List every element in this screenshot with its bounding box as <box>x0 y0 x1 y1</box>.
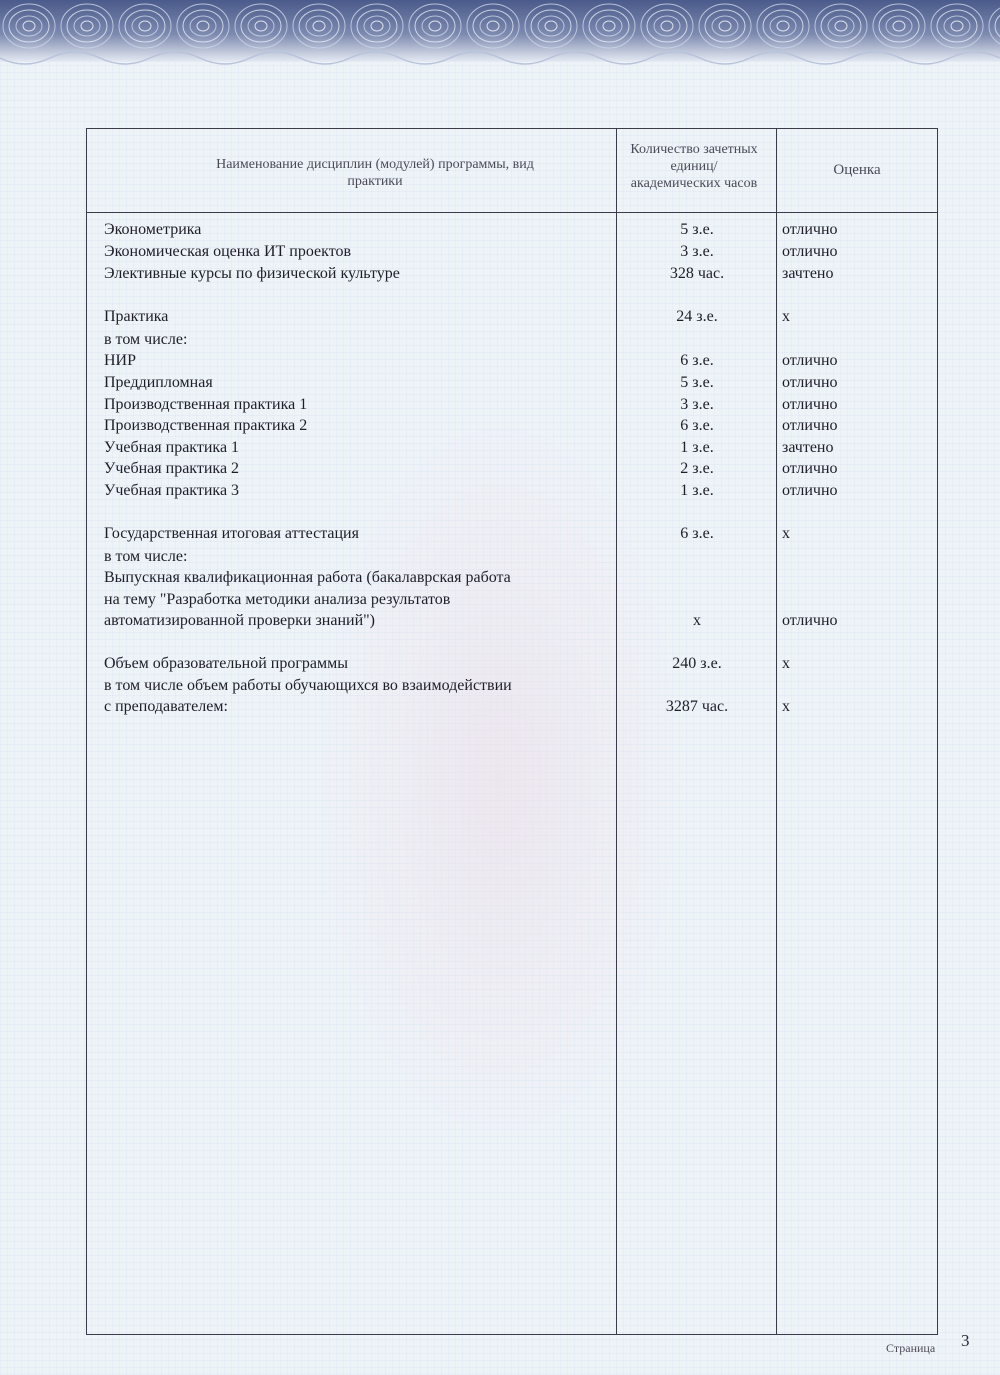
table-row <box>0 329 1000 351</box>
grade-value: зачтено <box>782 439 834 456</box>
credit-units: 240 з.е. <box>672 655 722 672</box>
credit-units: 6 з.е. <box>680 525 714 542</box>
grade-value: отлично <box>782 221 838 238</box>
discipline-name: Учебная практика 3 <box>104 482 240 499</box>
table-row <box>0 546 1000 568</box>
credit-units: 1 з.е. <box>680 439 714 456</box>
header-discipline-name: Наименование дисциплин (модулей) программы, вид практики <box>216 157 534 189</box>
discipline-name: Экономическая оценка ИТ проектов <box>104 243 352 260</box>
table-row <box>0 589 1000 611</box>
header-credit-units: Количество зачетных единиц/ академических часов <box>630 142 758 191</box>
table-row <box>0 675 1000 697</box>
credit-units: 6 з.е. <box>680 417 714 434</box>
table-row <box>0 263 1000 285</box>
table-row <box>0 610 1000 632</box>
table-row <box>0 306 1000 328</box>
grade-value: x <box>782 655 790 672</box>
discipline-name: Элективные курсы по физической культуре <box>104 265 400 282</box>
discipline-name: Выпускная квалификационная работа (бакалаврская работа <box>104 569 511 586</box>
credit-units: 24 з.е. <box>676 308 718 325</box>
discipline-name: автоматизированной проверки знаний") <box>104 612 375 629</box>
credit-units: 3 з.е. <box>680 396 714 413</box>
table-row <box>0 696 1000 718</box>
table-row <box>0 523 1000 545</box>
grade-value: отлично <box>782 417 838 434</box>
discipline-name: с преподавателем: <box>104 698 228 715</box>
grade-value: отлично <box>782 396 838 413</box>
table-row <box>0 653 1000 675</box>
grade-value: x <box>782 525 790 542</box>
credit-units: x <box>693 612 701 629</box>
table-row <box>0 350 1000 372</box>
discipline-name: Учебная практика 2 <box>104 460 240 477</box>
guilloche-border <box>0 0 1000 80</box>
grade-value: отлично <box>782 243 838 260</box>
credit-units: 1 з.е. <box>680 482 714 499</box>
page-number: 3 <box>961 1331 970 1350</box>
table-row <box>0 415 1000 437</box>
header-divider <box>86 212 938 213</box>
discipline-name: Практика <box>104 308 169 325</box>
page-label: Страница <box>886 1341 936 1355</box>
discipline-name: Производственная практика 2 <box>104 417 308 434</box>
discipline-name: Государственная итоговая аттестация <box>104 525 359 542</box>
credit-units: 328 час. <box>669 265 725 282</box>
credit-units: 3 з.е. <box>680 243 714 260</box>
discipline-name: Объем образовательной программы <box>104 655 349 672</box>
table-row <box>0 437 1000 459</box>
grade-value: отлично <box>782 374 838 391</box>
discipline-name: Эконометрика <box>104 221 202 238</box>
table-row <box>0 567 1000 589</box>
discipline-name: на тему "Разработка методики анализа результатов <box>104 591 451 608</box>
grade-value: отлично <box>782 352 838 369</box>
header-grade: Оценка <box>833 162 881 178</box>
discipline-name: в том числе: <box>104 548 188 565</box>
grade-value: отлично <box>782 460 838 477</box>
grade-value: зачтено <box>782 265 834 282</box>
credit-units: 5 з.е. <box>680 374 714 391</box>
table-row <box>0 372 1000 394</box>
credit-units: 6 з.е. <box>680 352 714 369</box>
discipline-name: Учебная практика 1 <box>104 439 240 456</box>
table-row <box>0 241 1000 263</box>
grade-value: отлично <box>782 482 838 499</box>
discipline-name: в том числе объем работы обучающихся во взаимодействии <box>104 677 512 694</box>
credit-units: 3287 час. <box>665 698 729 715</box>
grade-value: отлично <box>782 612 838 629</box>
discipline-name: НИР <box>104 352 137 369</box>
table-row <box>0 480 1000 502</box>
table-row <box>0 219 1000 241</box>
table-row <box>0 458 1000 480</box>
discipline-name: Преддипломная <box>104 374 213 391</box>
grade-value: x <box>782 308 790 325</box>
credit-units: 2 з.е. <box>680 460 714 477</box>
discipline-name: в том числе: <box>104 331 188 348</box>
table-row <box>0 394 1000 416</box>
credit-units: 5 з.е. <box>680 221 714 238</box>
grade-value: x <box>782 698 790 715</box>
discipline-name: Производственная практика 1 <box>104 396 308 413</box>
